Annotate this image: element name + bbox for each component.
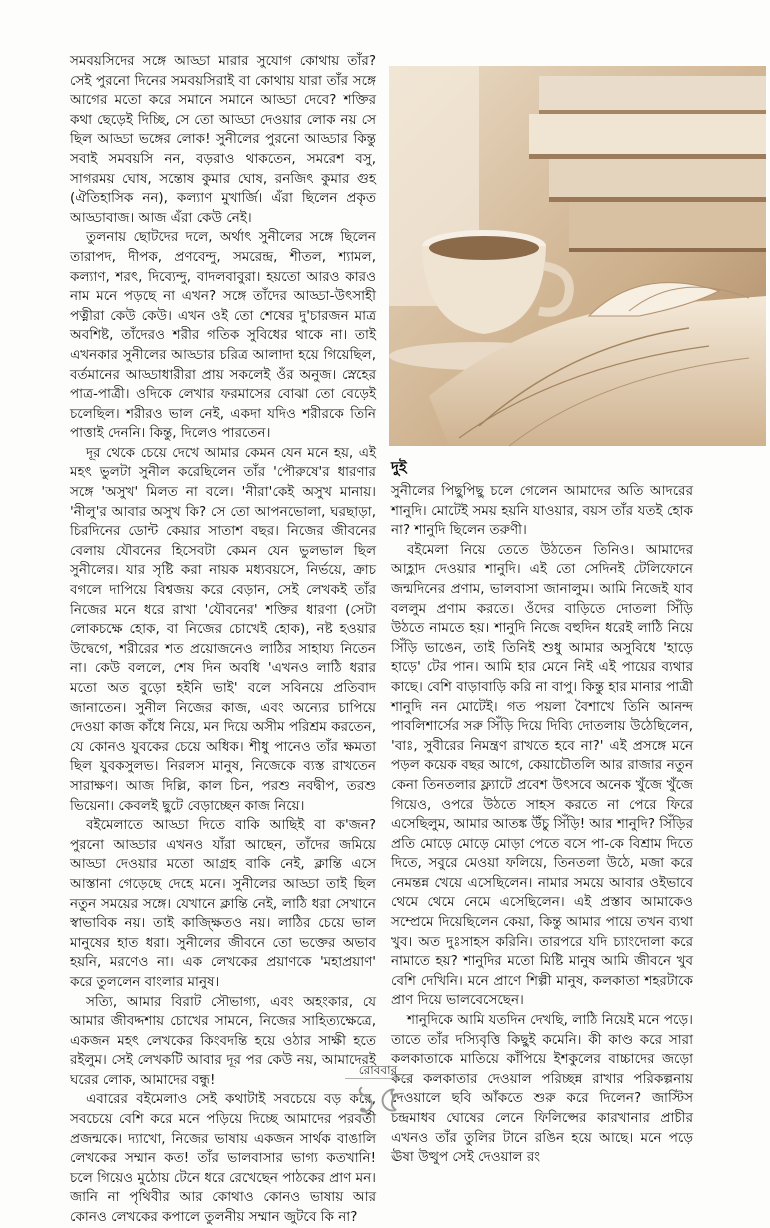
paragraph: এবারের বইমেলাও সেই কথাটাই সবচেয়ে বড় করে, সবচেয়ে বেশি করে মনে পড়িয়ে দিচ্ছে আমাদের পরবর্তী প্রজন্মকে। দ্যাখো, নিজের ভাষায় একজন সার্থক বাঙালি লেখকের সম্মান কত! তাঁর ভালবাসার ভাগ্য কতখানি! চলে গিয়েও মুঠোয় টেনে ধরে রেখেছেন পাঠকের প্রাণ মন। জানি না পৃথিবীর আর কোথাও কোনও ভাষায় আর কোনও লেখকের কপালে তুলনীয় সম্মান জুটবে কি না?	[70, 1091, 376, 1226]
section-heading: দুই	[391, 458, 407, 476]
book-photo	[389, 66, 766, 446]
paragraph: তুলনায় ছোটদের দলে, অর্থাৎ সুনীলের সঙ্গে ছিলেন তারাপদ, দীপক, প্রণবেন্দু, সমরেন্দ্র, শীতল, শ্যামল, কল্যাণ, শরৎ, দিব্যেন্দু, বাদলবাবুরা। হয়তো আরও কারও নাম মনে পড়ছে না এখন? সঙ্গে তাঁদের আড্ডা-উৎসাহী পত্নীরা কেউ কেউ। এখন ওই তো শেষের দু'চারজন মাত্র অবশিষ্ট, তাঁদেরও শরীর গতিক সুবিধের থাকে না। তাই এখনকার সুনীলের আড্ডার চরিত্র আলাদা হয়ে গিয়েছিল, বর্তমানের আড্ডাধারীরা প্রায় সকলেই ওঁর অনুজ। স্নেহের পাত্র-পাত্রী। ওদিকে লেখার ফরমাসের বোঝা তো বেড়েই চলেছিল। শরীরও ভাল নেই, একদা যদিও শরীরকে তিনি পাত্তাই দেননি। কিন্তু, দিলেও পারতেন।	[70, 229, 376, 442]
book-and-cup-illustration	[389, 66, 766, 446]
paragraph: সত্যি, আমার বিরাট সৌভাগ্য, এবং অহংকার, যে আমার জীবদ্দশায় চোখের সামনে, নিজের সাহিত্যক্ষেত্রে, একজন মহৎ লেখকের কিংবদন্তি হয়ে ওঠার সাক্ষী হতে রইলুম। সেই লেখকটি আবার দূর পর কেউ নয়, আমাদেরই ঘরের লোক, আমাদের বন্ধু!	[70, 993, 376, 1088]
paragraph: সমবয়সিদের সঙ্গে আড্ডা মারার সুযোগ কোথায় তাঁর? সেই পুরনো দিনের সমবয়সিরাই বা কোথায় যারা তাঁর সঙ্গে আগের মতো করে সমানে সমানে আড্ডা দেবে? শক্তির কথা ছেড়েই দিচ্ছি, সে তো আড্ডা দেওয়ার লোক নয় সে ছিল আড্ডা ভঙ্গের লোক! সুনীলের পুরনো আড্ডার কিন্তু সবাই সমবয়সি নন, বড়রাও থাকতেন, সমরেশ বসু, সাগরময় ঘোষ, সন্তোষ কুমার ঘোষ, রনজিৎ কুমার গুহ (ঐতিহাসিক নন), কল্যাণ মুখার্জি। এঁরা ছিলেন প্রকৃত আড্ডাবাজ। আজ এঁরা কেউ নেই।	[70, 53, 376, 226]
paragraph: শানুদিকে আমি যতদিন দেখছি, লাঠি নিয়েই মনে পড়ে। তাতে তাঁর দস্যিবৃত্তি কিছুই কমেনি। কী কাণ্ড করে সারা কলকাতাকে মাতিয়ে কাঁপিয়ে ইশকুলের বাচ্চাদের জড়ো করে কলকাতার দেওয়াল পরিচ্ছন্ন রাখার পরিকল্পনায় দেওয়ালে ছবি আঁকতে শুরু করে দিলেন? জাস্টিস চন্দ্রমাধব ঘোষের লেনে ফিলিপ্সের কারখানার প্রাচীর এখনও তাঁর তুলির টানে রঙিন হয়ে আছে। মনে পড়ে ঊষা উত্থুপ সেই দেওয়াল রং	[391, 1012, 693, 1166]
paragraph: সুনীলের পিছুপিছু চলে গেলেন আমাদের অতি আদরের শানুদি। মোটেই সময় হয়নি যাওয়ার, বয়স তাঁর যতই হোক না? শানুদি ছিলেন তরুণী।	[391, 483, 693, 539]
page-number: ১৫	[353, 1077, 403, 1121]
paragraph: দূর থেকে চেয়ে দেখে আমার কেমন যেন মনে হয়, এই মহৎ ভুলটা সুনীল করেছিলেন তাঁর 'পৌরুষে'র ধারণার সঙ্গে 'অসুখ' মিলত না বলে। 'নীরা'কেই অসুখ মানায়। 'নীলু'র আবার অসুখ কি? সে তো আপনভোলা, ঘরছাড়া, চিরদিনের ডোন্ট কেয়ার সাতাশ বছর। নিজের জীবনের বেলায় যৌবনের হিসেবটা কেমন যেন ভুলভাল ছিল সুনীলের। যার সৃষ্টি করা নায়ক মধ্যবয়সে, নির্ভয়ে, ক্রাচ বগলে দাপিয়ে বিশ্বজয় করে বেড়ান, সেই লেখকই তাঁর নিজের মনে ধরে রাখা 'যৌবনের' শক্তির ধারণা (সেটা লোকচক্ষে হোক, বা নিজের চোখেই হোক), নষ্ট হওয়ার উদ্বেগে, শরীরের শত প্রয়োজনেও লাঠির সাহায্য নিতেন না। কেউ বললে, শেষ দিন অবধি 'এখনও লাঠি ধরার মতো অত বুড়ো হইনি ভাই' বলে সবিনয়ে প্রতিবাদ জানাতেন। সুনীল নিজের কাজ, এবং অন্যের চাপিয়ে দেওয়া কাজ কাঁধে নিয়ে, মন দিয়ে অসীম পরিশ্রম করতেন, যে কোনও যুবকের চেয়ে অধিক। শীধু পানেও তাঁর ক্ষমতা ছিল যুবকসুলভ। নিরলস মানুষ, নিজেকে ব্যস্ত রাখতেন সারাক্ষণ। আজ দিল্লি, কাল চিন, পরশু নবদ্বীপ, তরশু ভিয়েনা। কেবলই ছুটে বেড়াচ্ছেন কাজ নিয়ে।	[70, 444, 376, 814]
magazine-name: রোববার	[358, 1063, 398, 1077]
left-article-column	[70, 52, 376, 1226]
right-article-column	[391, 482, 694, 1166]
paragraph: বইমেলাতে আড্ডা দিতে বাকি আছিই বা ক'জন? পুরনো আড্ডার এখনও যাঁরা আছেন, তাঁদের জমিয়ে আড্ডা দেওয়ার মতো আগ্রহ বাকি নেই, ক্লান্তি এসে আস্তানা গেড়েছে দেহে মনে। সুনীলের আড্ডা তাই ছিল নতুন সময়ের সঙ্গে। যেখানে ক্লান্তি নেই, লাঠি ধরা সেখানে স্বাভাবিক নয়। তাই কাজ্ক্ষিতও নয়। লাঠির চেয়ে ভাল মানুষের হাত ধরা। সুনীলের জীবনে তো ভক্তের অভাব হয়নি, মরণেও না। এক লেখকের প্রয়াণকে 'মহাপ্রয়াণ' করে তুললেন বাংলার মানুষ।	[70, 817, 376, 990]
paragraph: বইমেলা নিয়ে তেতে উঠতেন তিনিও। আমাদের আহ্লাদ দেওয়ার শানুদি। এই তো সেদিনই টেলিফোনে জন্মদিনের প্রণাম, ভালবাসা জানালুম। আমি নিজেই যাব বললুম প্রণাম করতে। ওঁদের বাড়িতে দোতলা সিঁড়ি উঠতে নামতে হয়। শানুদি নিজে বহুদিন ধরেই লাঠি নিয়ে সিঁড়ি ভাঙেন, তাই তিনিই শুধু আমার অসুবিধে 'হাড়ে হাড়ে' টের পান। আমি হার মেনে নিই এই পায়ের ব্যথার কাছে। বেশি বাড়াবাড়ি করি না বাপু। কিন্তু হার মানার পাত্রী শানুদি নন মোটেই। গত পয়লা বৈশাখে তিনি আনন্দ পাবলিশার্সের সরু সিঁড়ি দিয়ে দিব্যি দোতলায় উঠেছিলেন, 'বাঃ, সুবীরের নিমন্ত্রণ রাখতে হবে না?' এই প্রসঙ্গে মনে পড়ল কয়েক বছর আগে, কেয়াচৌতলি আর রাজার নতুন কেনা তিনতলার ফ্ল্যাটে প্রবেশ উৎসবে অনেক খুঁজে খুঁজে গিয়েও, ওপরে উঠতে সাহস করতে না পেরে ফিরে এসেছিলুম, আমার আতঙ্ক উঁচু সিঁড়ি! আর শানুদি? সিঁড়ির প্রতি মোড়ে মোড়ে মোড়া পেতে বসে পা-কে বিশ্রাম দিতে দিতে, সবুরে মেওয়া ফলিয়ে, তিনতলা উঠে, মজা করে নেমন্তন্ন খেয়ে এসেছিলেন। নামার সময়ে আবার ওইভাবে থেমে থেমে নেমে এসেছিলেন। এই প্রস্তাব আমাকেও সম্প্রেমে দিয়েছিলেন কেয়া, কিন্তু আমার পায়ে তখন ব্যথা খুব। অত দুঃসাহস করিনি। তারপরে যদি চ্যাংদোলা করে নামাতে হয়? শানুদির মতো মিষ্টি মানুষ আমি জীবনে খুব বেশি দেখিনি। মনে প্রাণে শিল্পী মানুষ, কলকাতা শহরটাকে প্রাণ দিয়ে ভালবেসেছেন।	[391, 541, 694, 1009]
